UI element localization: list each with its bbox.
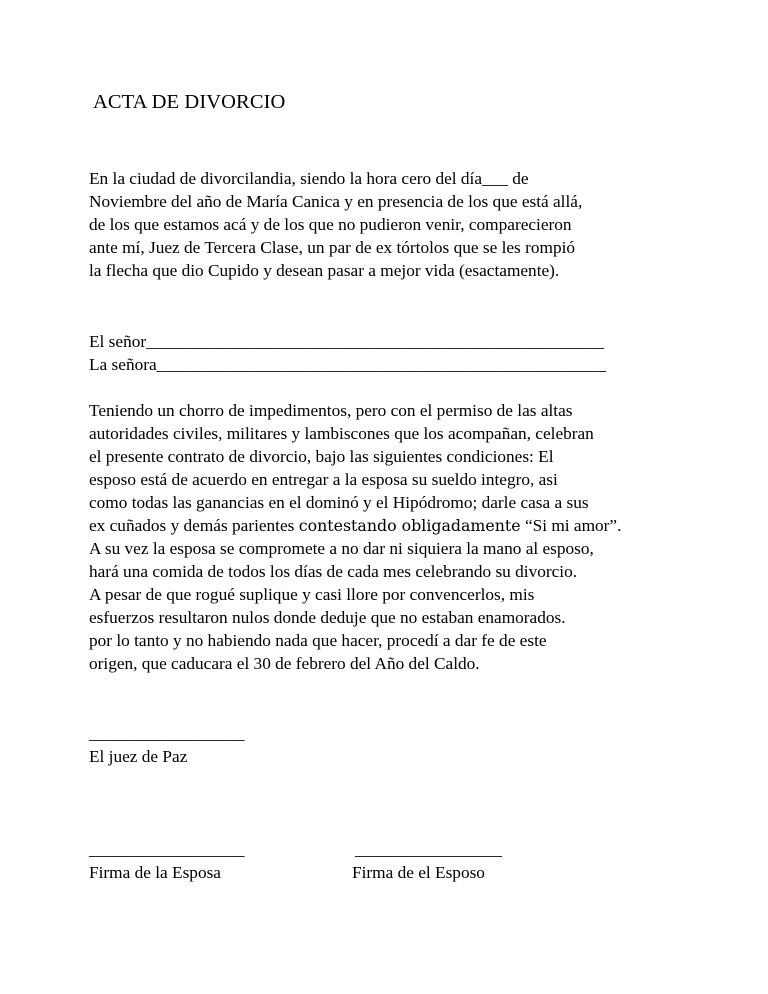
wife-signature-label: Firma de la Esposa [89, 863, 221, 882]
paragraph-line: el presente contrato de divorcio, bajo las siguientes condiciones: El [89, 447, 554, 466]
signature-line: __________________ [89, 724, 245, 743]
paragraph-line: A su vez la esposa se compromete a no dar ni siquiera la mano al esposo, [89, 539, 594, 558]
paragraph-line: hará una comida de todos los días de cada mes celebrando su divorcio. [89, 562, 578, 581]
paragraph-line: En la ciudad de divorcilandia, siendo la hora cero del día___ de [89, 169, 529, 188]
wife-signature-block [89, 838, 245, 884]
opening-paragraph [89, 167, 689, 282]
paragraph-line: Noviembre del año de María Canica y en presencia de los que está allá, [89, 192, 583, 211]
paragraph-line: origen, que caducara el 30 de febrero del Año del Caldo. [89, 654, 480, 673]
husband-name-field: El señor_____________________________________________________ [89, 332, 605, 351]
husband-signature-label: Firma de el Esposo [352, 863, 485, 882]
signature-line: __________________ [89, 840, 245, 859]
paragraph-line: por lo tanto y no habiendo nada que hacer, procedí a dar fe de este [89, 631, 547, 650]
paragraph-line: la flecha que dio Cupido y desean pasar a mejor vida (esactamente). [89, 261, 560, 280]
paragraph-line: autoridades civiles, militares y lambiscones que los acompañan, celebran [89, 424, 594, 443]
wife-name-field: La señora____________________________________________________ [89, 355, 606, 374]
paragraph-line: de los que estamos acá y de los que no pudieron venir, comparecieron [89, 215, 572, 234]
document-title: ACTA DE DIVORCIO [93, 91, 286, 113]
emphasis-text: contestando obligadamente [298, 516, 521, 535]
paragraph-line: como todas las ganancias en el dominó y el Hipódromo; darle casa a sus [89, 493, 589, 512]
paragraph-line: A pesar de que rogué suplique y casi llore por convencerlos, mis [89, 585, 535, 604]
paragraph-line: esposo está de acuerdo en entregar a la esposa su sueldo integro, asi [89, 470, 558, 489]
parties-block [89, 330, 689, 376]
conditions-paragraph [89, 399, 689, 675]
judge-signature-block [89, 722, 245, 768]
paragraph-text: ex cuñados y demás parientes [89, 516, 299, 535]
judge-signature-label: El juez de Paz [89, 747, 188, 766]
husband-signature-block [352, 838, 502, 884]
paragraph-line: ante mí, Juez de Tercera Clase, un par de ex tórtolos que se les rompió [89, 238, 576, 257]
signature-line: _________________ [355, 840, 502, 859]
paragraph-line: Teniendo un chorro de impedimentos, pero con el permiso de las altas [89, 401, 573, 420]
quoted-text: “Si mi amor”. [520, 516, 622, 535]
paragraph-line: esfuerzos resultaron nulos donde deduje que no estaban enamorados. [89, 608, 566, 627]
paragraph-line [89, 514, 689, 537]
